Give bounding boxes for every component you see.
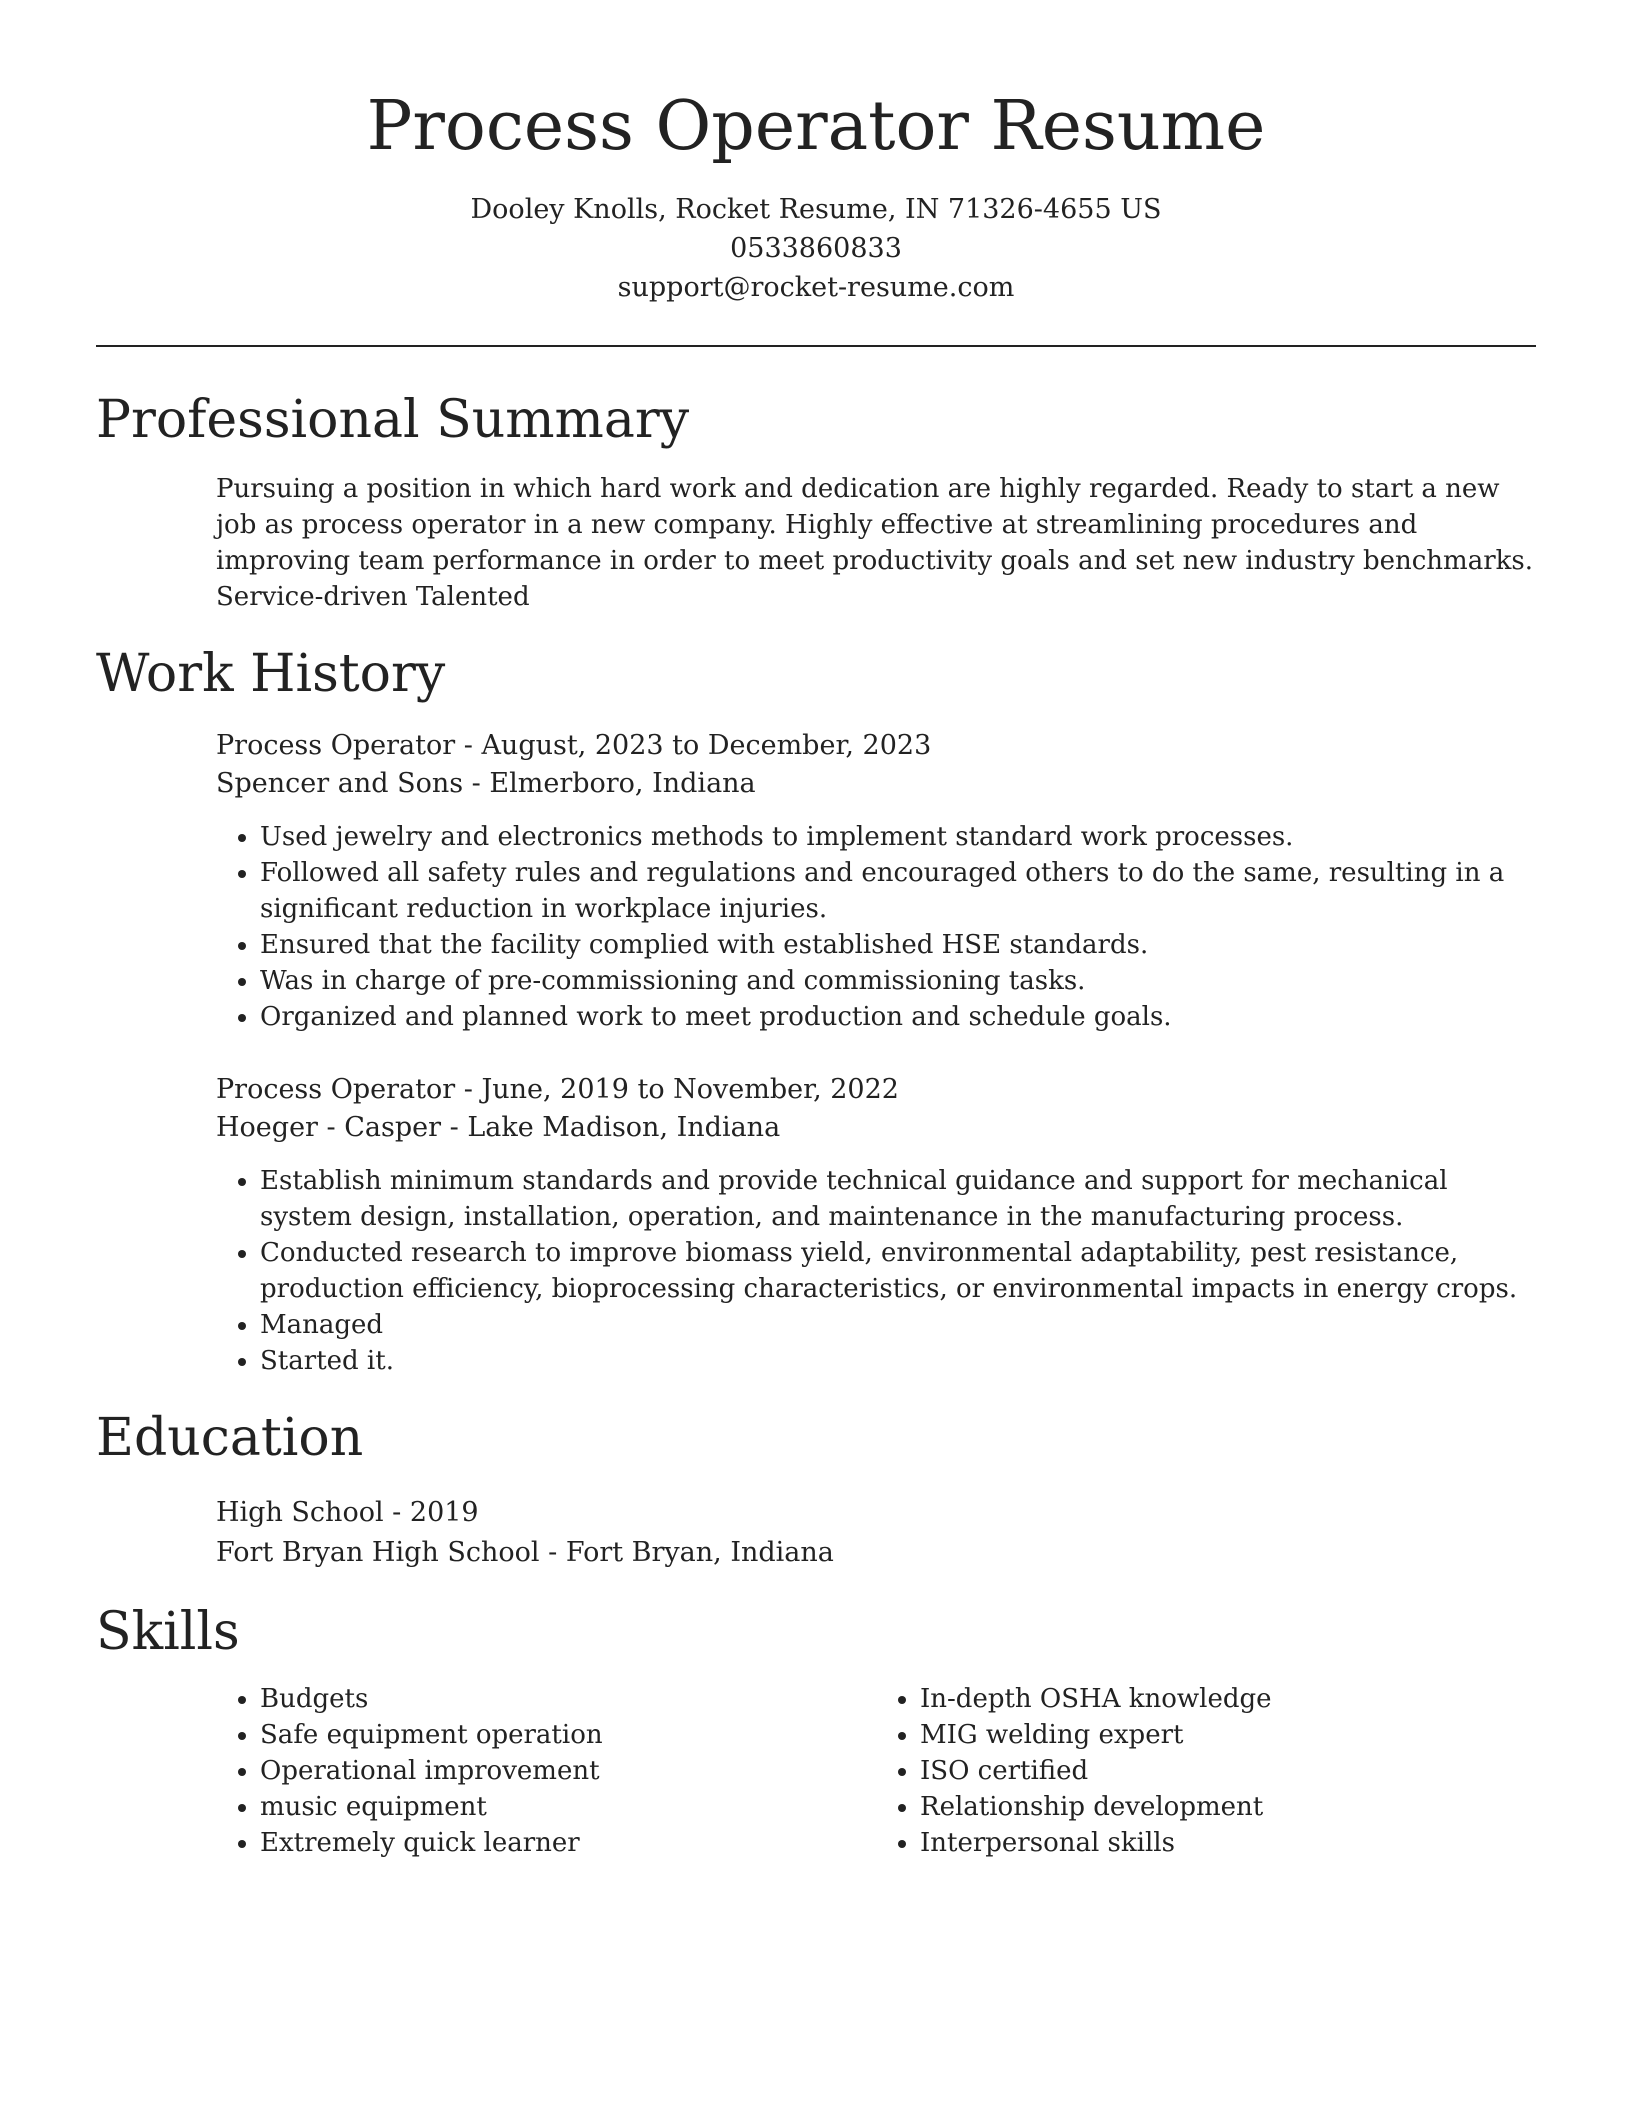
skill-item: • Relationship development	[920, 1789, 1536, 1825]
list-item: • Establish minimum standards and provide technical guidance and support for mechanical system design, installation, operation, and maintenance in the manufacturing process.	[260, 1163, 1536, 1235]
skill-item: • MIG welding expert	[920, 1717, 1536, 1753]
list-item: • Conducted research to improve biomass yield, environmental adaptability, pest resistance, production efficiency, bioprocessing characteristics, or environmental impacts in energy crops.	[260, 1235, 1536, 1307]
job-title: Process Operator	[216, 730, 456, 761]
education-entry	[216, 1493, 1536, 1573]
list-item: • Managed	[260, 1307, 1536, 1343]
job-entry	[216, 727, 1536, 1035]
summary-text: Pursuing a position in which hard work and dedication are highly regarded. Ready to start a new job as process operator in a new company. Highly effective at streamlining procedures and improving team performance in order to meet productivity goals and set new industry benchmarks. Service-driven Talented	[216, 474, 1533, 612]
list-item: • Organized and planned work to meet production and schedule goals.	[260, 999, 1536, 1035]
skill-item: • In-depth OSHA knowledge	[920, 1681, 1536, 1717]
skill-item: • ISO certified	[920, 1753, 1536, 1789]
skill-item: • Extremely quick learner	[260, 1825, 876, 1861]
header-divider	[96, 345, 1536, 347]
school-location: Fort Bryan, Indiana	[565, 1537, 834, 1568]
contact-email: support@rocket-resume.com	[617, 272, 1015, 303]
skill-item: • Interpersonal skills	[920, 1825, 1536, 1861]
list-item: • Was in charge of pre-commissioning and commissioning tasks.	[260, 963, 1536, 999]
skills-list-right	[876, 1681, 1536, 1861]
skills-heading: Skills	[96, 1602, 240, 1662]
skill-item: • music equipment	[260, 1789, 876, 1825]
skill-item: • Operational improvement	[260, 1753, 876, 1789]
summary-heading: Professional Summary	[96, 390, 690, 450]
list-item: • Ensured that the facility complied with established HSE standards.	[260, 927, 1536, 963]
job-entry	[216, 1071, 1536, 1379]
education-section	[96, 1405, 1536, 1573]
job-title-line: Process Operator - June, 2019 to November, 2022	[216, 1074, 899, 1105]
contact-block	[96, 190, 1536, 307]
summary-section	[96, 387, 1536, 615]
job-dates: August, 2023 to December, 2023	[481, 730, 932, 761]
school-line: Fort Bryan High School - Fort Bryan, Indiana	[216, 1537, 834, 1568]
skill-item: • Budgets	[260, 1681, 876, 1717]
job-company-line: Hoeger - Casper - Lake Madison, Indiana	[216, 1112, 781, 1143]
list-item: • Used jewelry and electronics methods to implement standard work processes.	[260, 819, 1536, 855]
education-heading: Education	[96, 1408, 364, 1468]
contact-phone: 0533860833	[730, 233, 902, 264]
graduation-year: 2019	[409, 1497, 479, 1528]
work-history-heading: Work History	[96, 644, 446, 704]
job-location: Elmerboro, Indiana	[489, 768, 756, 799]
job-duties-list	[216, 1163, 1536, 1379]
contact-address: Dooley Knolls, Rocket Resume, IN 71326-4655 US	[470, 194, 1162, 225]
degree: High School	[216, 1497, 384, 1528]
job-location: Lake Madison, Indiana	[467, 1112, 781, 1143]
list-item: • Started it.	[260, 1343, 1536, 1379]
work-history-section	[96, 641, 1536, 1379]
job-duties-list	[216, 819, 1536, 1035]
job-dates: June, 2019 to November, 2022	[481, 1074, 899, 1105]
job-title-line: Process Operator - August, 2023 to December, 2023	[216, 730, 932, 761]
skills-list-left	[216, 1681, 876, 1861]
job-company: Hoeger - Casper	[216, 1112, 442, 1143]
school-name: Fort Bryan High School	[216, 1537, 540, 1568]
degree-line: High School - 2019	[216, 1497, 479, 1528]
job-company-line: Spencer and Sons - Elmerboro, Indiana	[216, 768, 756, 799]
list-item: • Followed all safety rules and regulations and encouraged others to do the same, resulting in a significant reduction in workplace injuries.	[260, 855, 1536, 927]
skills-section	[96, 1599, 1536, 1861]
skill-item: • Safe equipment operation	[260, 1717, 876, 1753]
job-title: Process Operator	[216, 1074, 456, 1105]
job-company: Spencer and Sons	[216, 768, 464, 799]
resume-header	[96, 0, 1536, 307]
skills-columns	[216, 1681, 1536, 1861]
resume-title: Process Operator Resume	[366, 87, 1266, 166]
